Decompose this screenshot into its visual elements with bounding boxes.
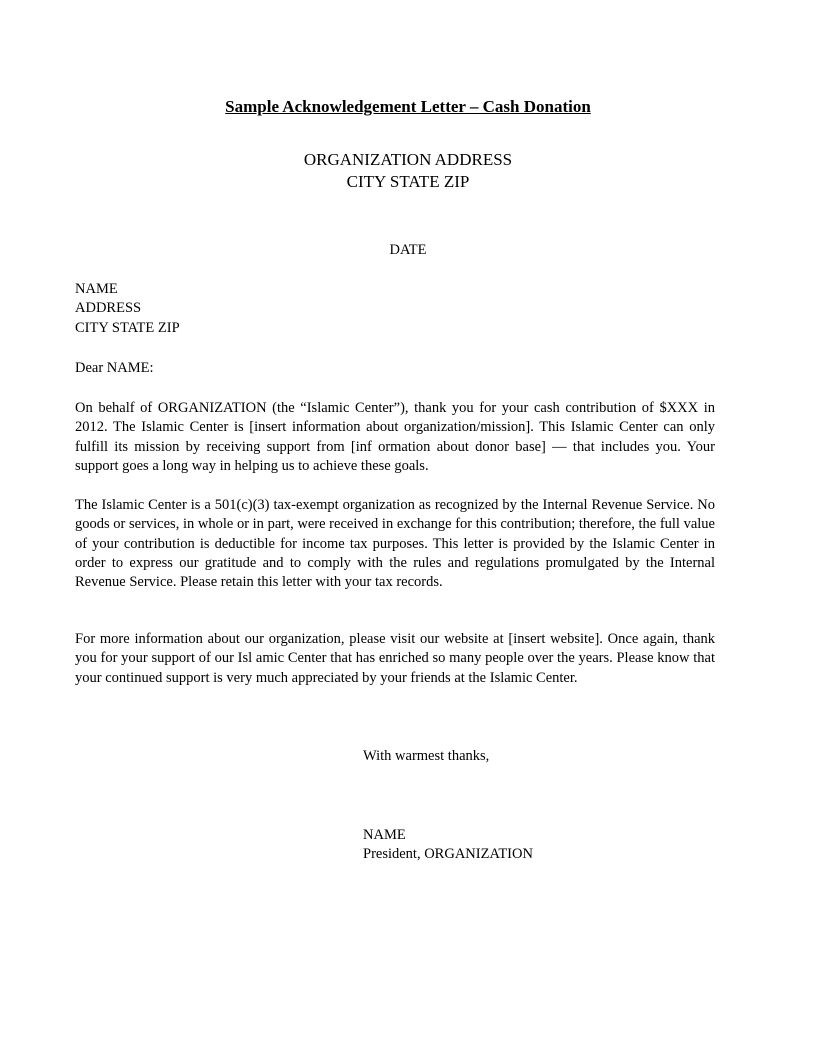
org-city-state-zip: CITY STATE ZIP [346, 172, 470, 191]
paragraph-tax-statement: The Islamic Center is a 501(c)(3) tax-exempt organization as recognized by the Internal Revenue Service. No goods or services, in whole or in part, were received in exchange for this contribution; therefore, the full value of your contribution is deductible for income tax purposes. This letter is provided by the Islamic Center in order to express our gratitude and to comply with the rules and regulations promulgated by the Internal Revenue Service. Please retain this letter with your tax records. [75, 497, 715, 591]
letter-title: Sample Acknowledgement Letter – Cash Donation [225, 97, 591, 116]
paragraph-thank-you: On behalf of ORGANIZATION (the “Islamic Center”), thank you for your cash contribution of $XXX in 2012. The Islamic Center is [insert information about organization/mission]. This Islamic Center can only fulfill its mission by receiving support from [inf ormation about donor base] — that includes you. Your support goes a long way in helping us to achieve these goals. [75, 400, 715, 474]
closing: With warmest thanks, [363, 748, 490, 764]
signature-name: NAME [363, 827, 406, 843]
recipient-address: ADDRESS [75, 300, 142, 317]
org-address-line: ORGANIZATION ADDRESS [303, 150, 513, 169]
paragraph-more-information: For more information about our organization, please visit our website at [insert website]. Once again, thank you for your support of our Isl amic Center that has enriched so many people over the years. Please know that your continued support is very much appreciated by your friends at the Islamic Center. [75, 631, 715, 686]
recipient-block [75, 280, 715, 338]
signature-block [363, 826, 533, 865]
salutation: Dear NAME: [75, 360, 154, 376]
recipient-city-state-zip: CITY STATE ZIP [75, 319, 180, 336]
recipient-name: NAME [75, 281, 118, 297]
letter-date: DATE [389, 242, 427, 258]
organization-address-block [0, 149, 816, 193]
signature-title: President, ORGANIZATION [363, 846, 533, 863]
